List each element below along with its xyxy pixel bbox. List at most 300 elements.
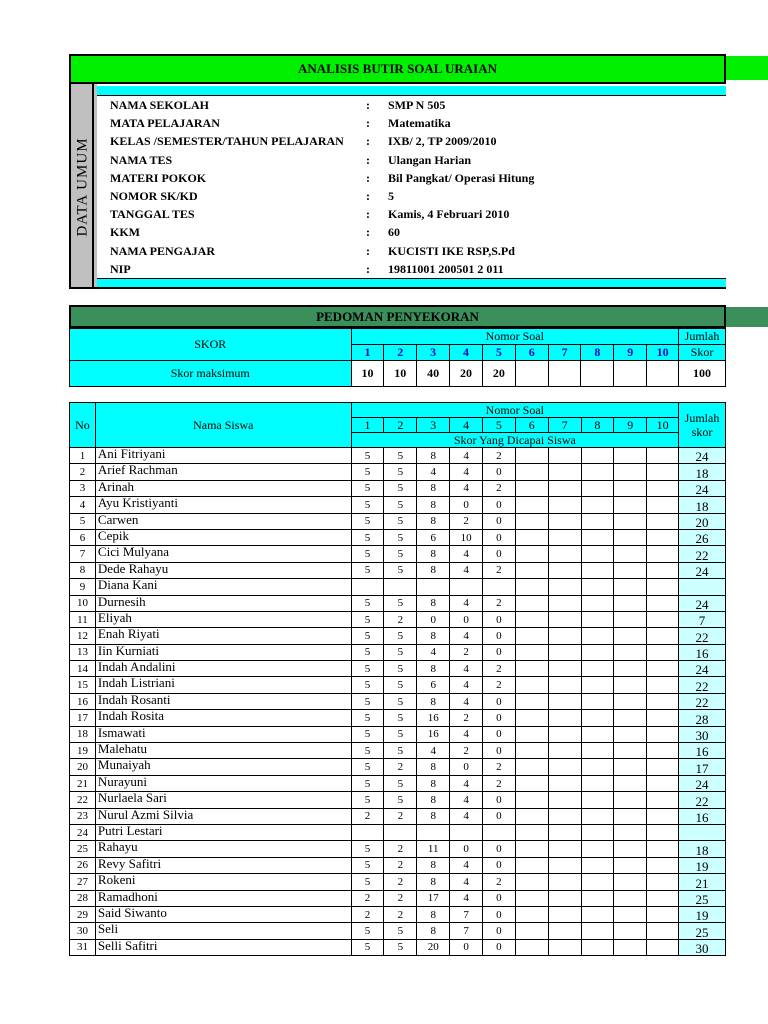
score-cell[interactable]: 8 [417,906,450,922]
student-total[interactable]: 19 [679,906,726,922]
score-cell[interactable]: 2 [384,841,417,857]
student-no[interactable]: 13 [70,644,96,660]
score-cell[interactable] [614,743,647,759]
max-score-cell[interactable]: 20 [450,361,483,387]
score-cell[interactable] [548,775,581,791]
max-score-cell[interactable] [647,361,679,387]
score-cell[interactable]: 5 [384,792,417,808]
score-cell[interactable]: 20 [417,939,450,955]
score-cell[interactable] [647,529,679,545]
score-cell[interactable]: 5 [384,546,417,562]
score-cell[interactable] [647,726,679,742]
student-total[interactable]: 22 [679,546,726,562]
question-number-cell[interactable]: 1 [351,418,384,433]
student-no[interactable]: 22 [70,792,96,808]
score-cell[interactable] [548,792,581,808]
score-cell[interactable]: 4 [450,595,483,611]
score-cell[interactable] [548,824,581,840]
score-cell[interactable]: 8 [417,628,450,644]
score-cell[interactable]: 4 [450,562,483,578]
score-cell[interactable] [548,677,581,693]
score-cell[interactable]: 5 [384,677,417,693]
student-name[interactable]: Dede Rahayu [95,562,351,578]
student-no[interactable]: 20 [70,759,96,775]
score-cell[interactable]: 8 [417,497,450,513]
score-cell[interactable]: 0 [450,939,483,955]
score-cell[interactable] [515,628,548,644]
student-no[interactable]: 25 [70,841,96,857]
question-number-cell[interactable]: 8 [581,345,614,361]
score-cell[interactable] [515,923,548,939]
score-cell[interactable] [581,677,614,693]
student-name[interactable]: Cepik [95,529,351,545]
score-cell[interactable] [614,939,647,955]
student-no[interactable]: 26 [70,857,96,873]
score-cell[interactable] [581,644,614,660]
score-cell[interactable] [548,923,581,939]
score-cell[interactable]: 5 [351,710,384,726]
score-cell[interactable]: 6 [417,529,450,545]
score-cell[interactable] [581,824,614,840]
score-cell[interactable]: 11 [417,841,450,857]
score-cell[interactable] [515,841,548,857]
score-cell[interactable]: 8 [417,874,450,890]
no-header[interactable]: No [70,403,96,448]
score-cell[interactable] [581,579,614,595]
score-cell[interactable] [614,841,647,857]
max-score-cell[interactable] [515,361,548,387]
score-cell[interactable] [614,693,647,709]
student-no[interactable]: 9 [70,579,96,595]
student-name[interactable]: Cici Mulyana [95,546,351,562]
score-cell[interactable] [614,546,647,562]
score-cell[interactable]: 4 [450,546,483,562]
score-cell[interactable] [515,513,548,529]
score-cell[interactable]: 0 [483,710,516,726]
student-total[interactable]: 20 [679,513,726,529]
score-cell[interactable]: 5 [351,448,384,464]
score-cell[interactable] [515,775,548,791]
score-cell[interactable] [548,710,581,726]
score-cell[interactable]: 5 [351,857,384,873]
score-cell[interactable] [581,808,614,824]
student-name[interactable]: Indah Rosita [95,710,351,726]
max-score-cell[interactable]: 40 [417,361,450,387]
score-cell[interactable]: 8 [417,595,450,611]
score-cell[interactable]: 2 [384,759,417,775]
score-cell[interactable]: 8 [417,923,450,939]
score-cell[interactable] [647,841,679,857]
score-cell[interactable] [581,464,614,480]
score-cell[interactable]: 0 [450,611,483,627]
info-value[interactable]: Bil Pangkat/ Operasi Hitung [388,170,535,185]
score-cell[interactable]: 5 [384,693,417,709]
score-cell[interactable]: 5 [384,448,417,464]
score-cell[interactable]: 5 [384,497,417,513]
score-cell[interactable]: 4 [450,448,483,464]
score-cell[interactable] [581,546,614,562]
score-cell[interactable] [483,824,516,840]
score-cell[interactable] [351,824,384,840]
score-cell[interactable]: 0 [483,726,516,742]
student-no[interactable]: 7 [70,546,96,562]
score-cell[interactable]: 0 [483,546,516,562]
score-cell[interactable] [647,759,679,775]
student-name[interactable]: Munaiyah [95,759,351,775]
score-cell[interactable]: 2 [384,906,417,922]
student-total[interactable]: 30 [679,939,726,955]
score-cell[interactable] [483,579,516,595]
score-cell[interactable]: 5 [384,743,417,759]
score-cell[interactable] [515,906,548,922]
student-total[interactable]: 24 [679,595,726,611]
score-cell[interactable]: 5 [351,726,384,742]
score-cell[interactable] [581,448,614,464]
student-total[interactable]: 18 [679,464,726,480]
score-cell[interactable] [647,677,679,693]
score-cell[interactable] [548,841,581,857]
score-cell[interactable]: 0 [483,808,516,824]
score-cell[interactable] [515,824,548,840]
score-cell[interactable] [647,595,679,611]
score-cell[interactable] [614,808,647,824]
score-cell[interactable] [647,661,679,677]
score-cell[interactable]: 5 [351,923,384,939]
student-total[interactable]: 24 [679,480,726,496]
score-cell[interactable] [581,611,614,627]
score-cell[interactable] [614,824,647,840]
student-no[interactable]: 30 [70,923,96,939]
score-cell[interactable] [581,480,614,496]
score-cell[interactable] [548,759,581,775]
score-cell[interactable]: 4 [450,792,483,808]
score-cell[interactable] [614,628,647,644]
score-cell[interactable] [614,726,647,742]
score-cell[interactable]: 16 [417,710,450,726]
student-name[interactable]: Durnesih [95,595,351,611]
student-total[interactable]: 25 [679,890,726,906]
score-cell[interactable] [548,890,581,906]
student-no[interactable]: 23 [70,808,96,824]
score-cell[interactable] [548,939,581,955]
score-cell[interactable]: 5 [384,710,417,726]
score-cell[interactable] [548,497,581,513]
score-cell[interactable] [515,710,548,726]
score-cell[interactable]: 2 [483,874,516,890]
score-cell[interactable] [614,857,647,873]
score-cell[interactable]: 5 [351,529,384,545]
score-cell[interactable] [548,874,581,890]
score-cell[interactable]: 5 [351,480,384,496]
score-cell[interactable] [647,628,679,644]
score-cell[interactable] [647,775,679,791]
student-name[interactable]: Ani Fitriyani [95,448,351,464]
score-cell[interactable]: 0 [483,644,516,660]
score-cell[interactable] [614,759,647,775]
question-number-cell[interactable]: 5 [482,345,515,361]
score-cell[interactable]: 6 [417,677,450,693]
student-name[interactable]: Malehatu [95,743,351,759]
score-cell[interactable]: 0 [483,906,516,922]
student-no[interactable]: 6 [70,529,96,545]
info-value[interactable]: 5 [388,189,394,203]
score-cell[interactable]: 8 [417,546,450,562]
score-cell[interactable]: 8 [417,792,450,808]
score-cell[interactable] [515,874,548,890]
score-cell[interactable] [581,529,614,545]
student-name[interactable]: Revy Safitri [95,857,351,873]
student-name[interactable]: Said Siwanto [95,906,351,922]
info-value[interactable]: Kamis, 4 Februari 2010 [388,207,510,222]
score-cell[interactable] [581,628,614,644]
score-cell[interactable] [515,497,548,513]
score-cell[interactable] [614,644,647,660]
score-cell[interactable] [614,923,647,939]
score-cell[interactable]: 2 [483,759,516,775]
score-cell[interactable]: 5 [351,743,384,759]
score-cell[interactable] [548,693,581,709]
score-cell[interactable] [647,808,679,824]
student-name[interactable]: Arief Rachman [95,464,351,480]
score-cell[interactable]: 2 [351,808,384,824]
score-cell[interactable] [614,595,647,611]
score-cell[interactable] [647,562,679,578]
question-number-cell[interactable]: 10 [647,345,679,361]
score-cell[interactable] [548,628,581,644]
score-cell[interactable]: 4 [450,874,483,890]
student-total[interactable]: 24 [679,775,726,791]
score-cell[interactable]: 0 [483,513,516,529]
student-name[interactable]: Ayu Kristiyanti [95,497,351,513]
score-cell[interactable]: 5 [351,792,384,808]
score-cell[interactable]: 0 [483,923,516,939]
score-cell[interactable] [515,464,548,480]
score-cell[interactable]: 2 [483,480,516,496]
score-cell[interactable] [581,661,614,677]
score-cell[interactable] [614,562,647,578]
score-cell[interactable]: 5 [351,874,384,890]
score-cell[interactable]: 2 [450,743,483,759]
score-cell[interactable] [548,644,581,660]
score-cell[interactable] [581,775,614,791]
skor-header[interactable]: SKOR [70,329,352,361]
max-score-cell[interactable]: 10 [384,361,417,387]
score-cell[interactable]: 2 [450,513,483,529]
score-cell[interactable] [581,792,614,808]
question-number-cell[interactable]: 4 [450,418,483,433]
score-cell[interactable] [548,857,581,873]
score-cell[interactable] [647,579,679,595]
student-no[interactable]: 8 [70,562,96,578]
score-cell[interactable]: 5 [351,546,384,562]
score-cell[interactable] [515,726,548,742]
score-cell[interactable] [581,923,614,939]
score-cell[interactable]: 0 [483,743,516,759]
score-cell[interactable]: 2 [384,874,417,890]
info-value[interactable]: 19811001 200501 2 011 [388,261,504,276]
score-cell[interactable] [351,579,384,595]
score-cell[interactable] [515,611,548,627]
score-cell[interactable] [647,890,679,906]
score-cell[interactable] [581,595,614,611]
score-cell[interactable] [647,693,679,709]
score-cell[interactable] [515,759,548,775]
score-cell[interactable]: 5 [351,611,384,627]
student-total[interactable]: 22 [679,693,726,709]
score-cell[interactable]: 4 [417,464,450,480]
score-cell[interactable] [548,464,581,480]
student-name[interactable]: Indah Listriani [95,677,351,693]
score-cell[interactable]: 5 [351,775,384,791]
max-score-cell[interactable] [614,361,647,387]
question-number-cell[interactable]: 7 [548,418,581,433]
score-cell[interactable]: 5 [384,628,417,644]
score-cell[interactable] [614,513,647,529]
score-cell[interactable]: 5 [351,759,384,775]
score-cell[interactable]: 0 [417,611,450,627]
student-total[interactable] [679,824,726,840]
score-cell[interactable] [614,579,647,595]
info-value[interactable]: Ulangan Harian [388,152,472,167]
score-cell[interactable]: 0 [483,611,516,627]
student-no[interactable]: 18 [70,726,96,742]
student-total[interactable] [679,579,726,595]
max-score-cell[interactable]: 20 [482,361,515,387]
score-cell[interactable]: 0 [483,857,516,873]
score-cell[interactable]: 0 [483,890,516,906]
score-cell[interactable]: 5 [351,939,384,955]
question-number-cell[interactable]: 3 [417,418,450,433]
score-cell[interactable] [581,857,614,873]
score-cell[interactable] [647,874,679,890]
score-cell[interactable]: 0 [483,792,516,808]
score-cell[interactable]: 4 [450,628,483,644]
score-cell[interactable] [548,726,581,742]
info-value[interactable]: KUCISTI IKE RSP,S.Pd [388,243,515,258]
score-cell[interactable] [614,677,647,693]
info-value[interactable]: IXB/ 2, TP 2009/2010 [388,134,497,149]
score-cell[interactable]: 0 [450,497,483,513]
score-cell[interactable] [515,693,548,709]
student-no[interactable]: 31 [70,939,96,955]
student-no[interactable]: 19 [70,743,96,759]
student-total[interactable]: 28 [679,710,726,726]
score-cell[interactable]: 5 [384,513,417,529]
score-cell[interactable]: 4 [450,677,483,693]
student-total[interactable]: 18 [679,841,726,857]
student-total[interactable]: 16 [679,644,726,660]
score-cell[interactable] [647,464,679,480]
student-no[interactable]: 29 [70,906,96,922]
score-cell[interactable] [647,743,679,759]
score-cell[interactable] [581,841,614,857]
score-cell[interactable] [450,579,483,595]
student-total[interactable]: 22 [679,677,726,693]
score-cell[interactable]: 2 [384,890,417,906]
score-cell[interactable]: 5 [351,464,384,480]
score-cell[interactable] [515,939,548,955]
question-number-cell[interactable]: 2 [384,418,417,433]
score-cell[interactable]: 5 [351,513,384,529]
question-number-cell[interactable]: 6 [515,345,548,361]
score-cell[interactable] [515,677,548,693]
student-name[interactable]: Eliyah [95,611,351,627]
student-total[interactable]: 24 [679,448,726,464]
student-total[interactable]: 22 [679,628,726,644]
student-total[interactable]: 16 [679,808,726,824]
score-cell[interactable] [515,595,548,611]
score-cell[interactable] [548,906,581,922]
score-cell[interactable] [614,874,647,890]
score-cell[interactable] [515,448,548,464]
student-total[interactable]: 18 [679,497,726,513]
max-score-cell[interactable]: 10 [351,361,384,387]
score-cell[interactable] [614,710,647,726]
score-cell[interactable]: 5 [351,628,384,644]
jumlah-skor-header[interactable] [679,403,726,448]
score-cell[interactable] [647,906,679,922]
score-cell[interactable] [614,792,647,808]
score-cell[interactable]: 2 [384,808,417,824]
max-score-cell[interactable] [581,361,614,387]
student-no[interactable]: 17 [70,710,96,726]
score-cell[interactable] [647,923,679,939]
score-cell[interactable]: 17 [417,890,450,906]
score-cell[interactable] [614,448,647,464]
score-cell[interactable]: 2 [483,775,516,791]
score-cell[interactable] [614,661,647,677]
student-name[interactable]: Enah Riyati [95,628,351,644]
score-cell[interactable]: 5 [351,497,384,513]
score-cell[interactable] [548,611,581,627]
score-cell[interactable] [581,759,614,775]
skor-dicapai-header[interactable]: Skor Yang Dicapai Siswa [351,433,678,448]
student-name[interactable]: Indah Rosanti [95,693,351,709]
score-cell[interactable]: 0 [483,529,516,545]
student-name[interactable]: Putri Lestari [95,824,351,840]
score-cell[interactable] [581,710,614,726]
student-name[interactable]: Nurlaela Sari [95,792,351,808]
score-cell[interactable]: 2 [483,562,516,578]
score-cell[interactable]: 8 [417,808,450,824]
student-no[interactable]: 2 [70,464,96,480]
score-cell[interactable]: 4 [450,890,483,906]
score-cell[interactable] [581,562,614,578]
score-cell[interactable] [581,890,614,906]
score-cell[interactable] [614,497,647,513]
score-cell[interactable] [515,529,548,545]
question-number-cell[interactable]: 9 [614,345,647,361]
info-value[interactable]: 60 [388,225,400,240]
nomor-soal-header[interactable]: Nomor Soal [351,403,678,418]
student-no[interactable]: 12 [70,628,96,644]
score-cell[interactable] [581,743,614,759]
score-cell[interactable]: 8 [417,480,450,496]
score-cell[interactable]: 2 [384,857,417,873]
score-cell[interactable]: 5 [351,661,384,677]
score-cell[interactable]: 0 [483,693,516,709]
student-no[interactable]: 14 [70,661,96,677]
score-cell[interactable] [384,579,417,595]
student-no[interactable]: 24 [70,824,96,840]
score-cell[interactable] [647,644,679,660]
score-cell[interactable] [548,661,581,677]
question-number-cell[interactable]: 7 [548,345,581,361]
score-cell[interactable] [417,579,450,595]
score-cell[interactable] [581,497,614,513]
score-cell[interactable]: 5 [384,923,417,939]
question-number-cell[interactable]: 5 [483,418,516,433]
